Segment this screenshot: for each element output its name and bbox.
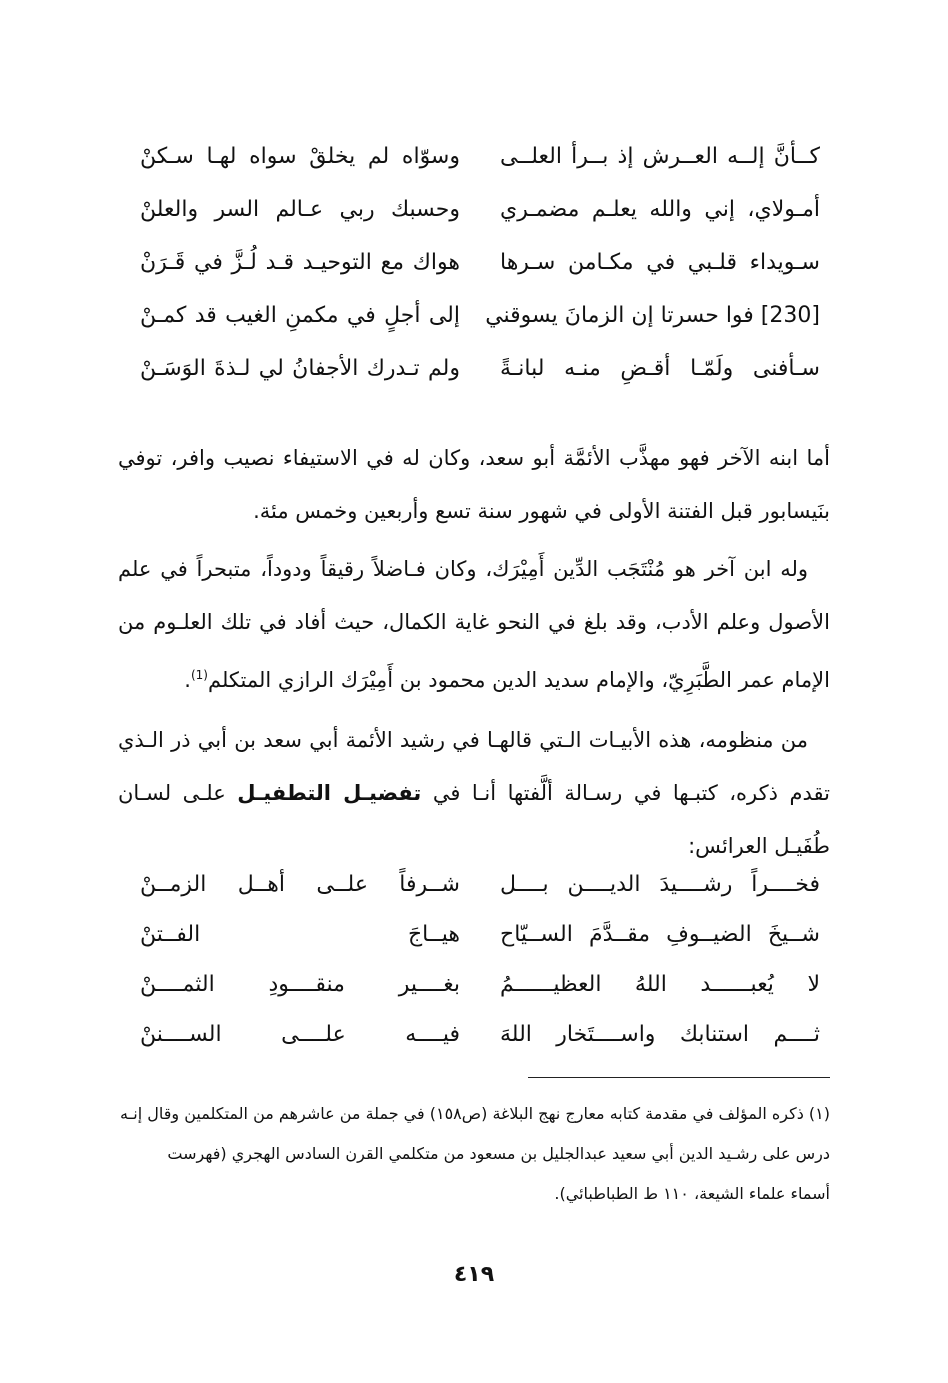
paragraph-3 <box>118 714 830 873</box>
verse-line <box>120 965 820 1015</box>
footnote-reference: (1) <box>190 668 208 682</box>
verse-line <box>120 296 820 349</box>
verse-line <box>120 865 820 915</box>
verse-second-hemistich: ولم تـدرك الأجفانُ لي لـذةَ الوَسَـنْ <box>140 356 460 381</box>
verse-second-hemistich: فيــــه علــــى الســــننْ <box>140 1022 460 1047</box>
footnote-line: أسماء علماء الشيعة، ١١٠ ط الطباطبائي). <box>554 1184 830 1203</box>
paragraph-3-start: من منظومه، هذه الأبيـات الـتي قالهـا في رشيد الأئمة أبي سعد بن أبي ذر الـذي تقدم ذكره، كتبـها في رسـالة ألَّفتها أنـا في <box>118 728 830 805</box>
footnote-divider <box>528 1077 830 1078</box>
verse-second-hemistich: هيــاجَ الفــتنْ <box>140 922 460 947</box>
verse-line <box>120 1015 820 1065</box>
verse-line <box>120 915 820 965</box>
paragraph-2-end: . <box>184 668 191 692</box>
verse-first-hemistich: كــأنَّ إلــه العــرش إذ بــرأ العلــى <box>500 144 820 169</box>
verse-second-hemistich: بغــــير منقــــودِ الثمــــنْ <box>140 972 460 997</box>
verse-first-hemistich: فخــــراً رشــــيدَ الديــــن بــــل <box>500 872 820 897</box>
verse-second-hemistich: وحسبك ربي عـالم السر والعلنْ <box>140 197 460 222</box>
page-number: ٤١٩ <box>453 1262 495 1287</box>
footnotes <box>118 1094 830 1214</box>
paragraph-2 <box>118 543 830 707</box>
paragraph-3-end: علـى لسـان طُفَيـل العرائس: <box>118 781 830 858</box>
book-title-bold: تفضيـل التطفيـل <box>237 781 422 805</box>
verse-first-hemistich: أمـولاي، إني والله يعلـم مضمـري <box>500 197 820 222</box>
poem-bottom <box>120 865 820 1065</box>
verse-line <box>120 349 820 402</box>
verse-first-hemistich: لا يُعبــــــد اللهُ العظيــــــمُ <box>500 972 820 997</box>
poem-top <box>120 137 820 402</box>
paragraph-1-text: أما ابنه الآخر فهو مهذَّب الأئمَّة أبو سعد، وكان له في الاستيفاء نصيب وافر، توفي بنَيسابور قبل الفتنة الأولى في شهور سنة تسع وأربعين وخمس مئة. <box>118 446 830 523</box>
verse-first-hemistich: شــيخَ الضيــوفِ مقــدَّمَ الســيّاح <box>500 922 820 947</box>
verse-first-hemistich: سـويداء قلـبي في مكـامن سـرها <box>500 250 820 275</box>
verse-line <box>120 243 820 296</box>
verse-first-hemistich: ثــــم استنابك واســــتَخار اللهَ <box>500 1022 820 1047</box>
paragraph-1 <box>118 432 830 538</box>
verse-second-hemistich: وسوّاه لم يخلقْ سواه لهـا سـكنْ <box>140 144 460 169</box>
verse-first-hemistich: سـأفنى ولَمّـا أقـضِ منـه لبانـةً <box>500 356 820 381</box>
paragraph-2-text <box>118 543 830 707</box>
verse-first-hemistich: [230] فوا حسرتا إن الزمانَ يسوقني <box>485 303 820 328</box>
verse-line <box>120 137 820 190</box>
paragraph-3-text <box>118 714 830 873</box>
verse-line <box>120 190 820 243</box>
paragraph-2-main: وله ابن آخر هو مُنْتَجَب الدِّين أَمِيْرَك، وكان فـاضلاً رقيقاً ودوداً، متبحراً في علم الأصول وعلم الأدب، وقد بلغ في النحو غاية الكمال، حيث أفاد في تلك العلـوم من الإمام عمر الطَّبَرِيّ، والإمام سديد الدين محمود بن أَمِيْرَك الرازي المتكلم <box>118 557 830 692</box>
footnote-line: (١) ذكره المؤلف في مقدمة كتابه معارج نهج البلاغة (ص١٥٨) في جملة من عاشرهم من المتكلمين وقال إنـه <box>119 1104 830 1123</box>
verse-second-hemistich: شــرفاً علــى أهــل الزمــنْ <box>140 872 460 897</box>
verse-second-hemistich: هواك مع التوحيـد قـد لُـزَّ في قَـرَنْ <box>140 250 460 275</box>
footnote-line: درس على رشـيد الدين أبي سعيد عبدالجليل بن مسعود من متكلمي القرن السادس الهجري (فهرست <box>167 1144 830 1163</box>
verse-second-hemistich: إلى أجلٍ في مكمنِ الغيب قد كمـنْ <box>140 303 460 328</box>
